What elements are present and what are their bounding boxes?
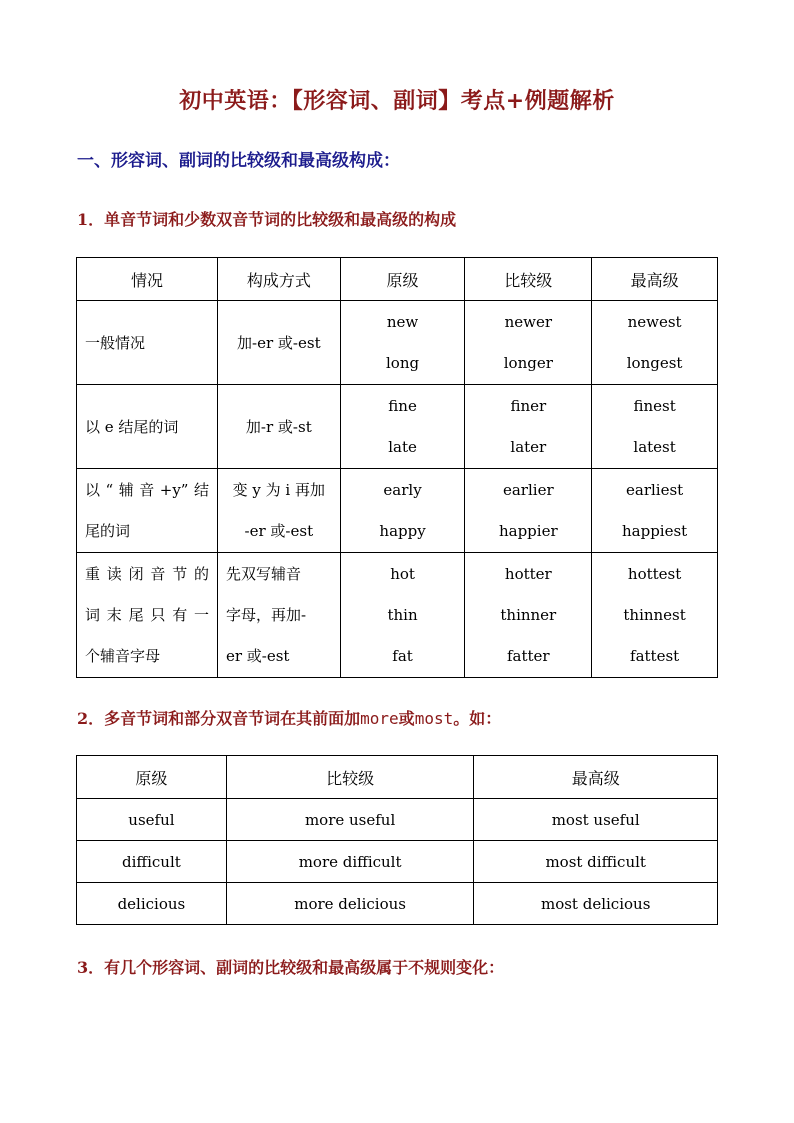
superlative-cell — [592, 301, 718, 385]
word: fine — [388, 396, 417, 415]
subheading-2 — [77, 706, 501, 729]
word: fattest — [630, 646, 680, 665]
word: fat — [392, 646, 413, 665]
subheading-2-or: 或 — [398, 709, 415, 728]
section-heading-1: 一、形容词、副词的比较级和最高级构成： — [77, 151, 400, 171]
word: newest — [627, 312, 682, 331]
table-row — [77, 799, 718, 841]
subheading-3: 3．有几个形容词、副词的比较级和最高级属于不规则变化： — [77, 958, 505, 977]
header-comparative: 比较级 — [226, 756, 474, 799]
method-text: 加-r 或-st — [245, 418, 312, 436]
table-row — [77, 469, 718, 553]
case-text: 以“辅音+y”结 — [85, 480, 209, 499]
method-cell — [217, 385, 340, 469]
subheading-2-text: 2．多音节词和部分双音节词在其前面加 — [77, 709, 361, 728]
word: finer — [510, 396, 547, 415]
case-text: 个辅音字母 — [85, 646, 161, 665]
superlative-cell: most useful — [474, 799, 718, 841]
base-cell: useful — [77, 799, 227, 841]
word: earliest — [626, 480, 684, 499]
base-cell: delicious — [77, 883, 227, 925]
word: hotter — [504, 564, 552, 583]
table-row — [77, 301, 718, 385]
header-case: 情况 — [77, 258, 218, 301]
header-base: 原级 — [340, 258, 465, 301]
header-superlative: 最高级 — [474, 756, 718, 799]
base-cell — [340, 553, 465, 678]
table-header-row — [77, 258, 718, 301]
table-header-row — [77, 756, 718, 799]
word: new — [386, 312, 419, 331]
word: late — [388, 437, 417, 456]
method-cell — [217, 553, 340, 678]
table-row — [77, 385, 718, 469]
word: thin — [387, 605, 418, 624]
method-text: 先双写辅音 — [225, 564, 301, 583]
case-cell — [77, 469, 218, 553]
header-base: 原级 — [77, 756, 227, 799]
superlative-cell: most difficult — [474, 841, 718, 883]
comparative-cell — [465, 385, 592, 469]
word: happiest — [621, 521, 688, 540]
word: earlier — [502, 480, 554, 499]
superlative-cell — [592, 469, 718, 553]
word: hottest — [627, 564, 682, 583]
page-title: 初中英语：【形容词、副词】考点+例题解析 — [179, 88, 615, 114]
header-comparative: 比较级 — [465, 258, 592, 301]
table-row — [77, 553, 718, 678]
method-text: 字母，再加- — [225, 605, 307, 624]
method-cell — [217, 301, 340, 385]
table-row — [77, 883, 718, 925]
word: newer — [504, 312, 553, 331]
case-text: 词末尾只有一 — [85, 605, 209, 624]
word: longer — [503, 353, 553, 372]
case-text: 一般情况 — [85, 334, 146, 352]
word: thinner — [500, 605, 557, 624]
keyword-more: more — [360, 709, 399, 728]
table-row — [77, 841, 718, 883]
header-superlative: 最高级 — [592, 258, 718, 301]
comparative-cell: more difficult — [226, 841, 474, 883]
comparative-cell — [465, 301, 592, 385]
case-cell — [77, 385, 218, 469]
method-text: er 或-est — [225, 646, 290, 665]
superlative-cell — [592, 385, 718, 469]
word: fatter — [507, 646, 550, 665]
method-text: -er 或-est — [244, 521, 314, 540]
case-text: 以 e 结尾的词 — [85, 418, 179, 436]
word: long — [386, 353, 420, 372]
case-cell — [77, 553, 218, 678]
word: happier — [498, 521, 558, 540]
comparison-table-2 — [76, 755, 718, 925]
word: longest — [626, 353, 683, 372]
word: latest — [633, 437, 676, 456]
method-text: 加-er 或-est — [237, 334, 321, 352]
header-method: 构成方式 — [217, 258, 340, 301]
keyword-most: most — [414, 709, 454, 728]
base-cell — [340, 301, 465, 385]
superlative-cell: most delicious — [474, 883, 718, 925]
word: later — [510, 437, 547, 456]
base-cell — [340, 385, 465, 469]
word: hot — [390, 564, 415, 583]
word: early — [383, 480, 422, 499]
word: finest — [633, 396, 676, 415]
case-text: 尾的词 — [85, 521, 131, 540]
base-cell — [340, 469, 465, 553]
base-cell: difficult — [77, 841, 227, 883]
comparative-cell — [465, 553, 592, 678]
comparison-table-1 — [76, 257, 718, 678]
superlative-cell — [592, 553, 718, 678]
method-text: 变 y 为 i 再加 — [232, 480, 325, 499]
comparative-cell: more delicious — [226, 883, 474, 925]
word: thinnest — [623, 605, 686, 624]
method-cell — [217, 469, 340, 553]
subheading-1: 1．单音节词和少数双音节词的比较级和最高级的构成 — [77, 210, 457, 229]
word: happy — [379, 521, 426, 540]
case-text: 重读闭音节的 — [85, 564, 209, 583]
subheading-2-suffix: 。如： — [453, 709, 502, 728]
case-cell — [77, 301, 218, 385]
comparative-cell: more useful — [226, 799, 474, 841]
comparative-cell — [465, 469, 592, 553]
